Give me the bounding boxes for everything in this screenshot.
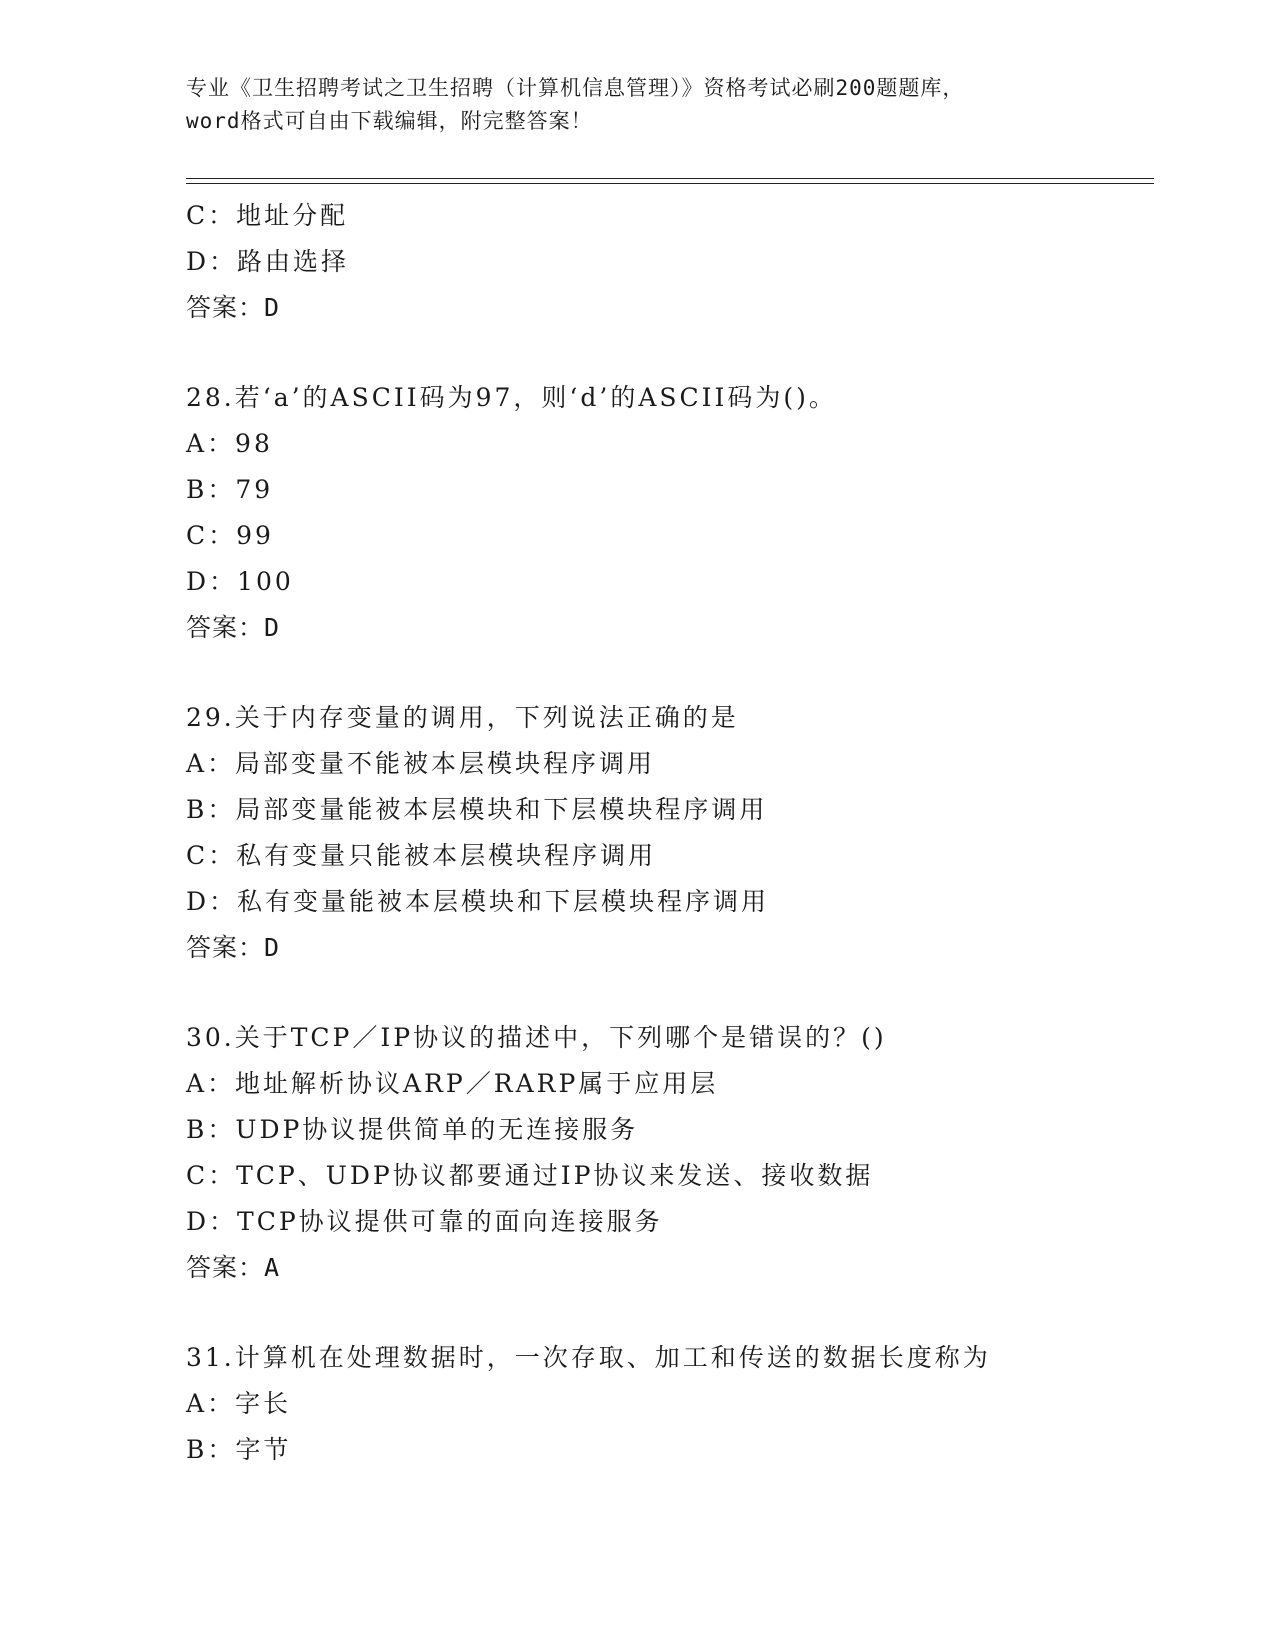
question-list — [186, 193, 1186, 1473]
answer: 答案：D — [186, 293, 281, 322]
question-stem: 31.计算机在处理数据时，一次存取、加工和传送的数据长度称为 — [186, 1343, 991, 1372]
answer: 答案：A — [186, 1253, 281, 1282]
option-a: A：98 — [186, 429, 273, 458]
question-27 — [186, 193, 1186, 331]
answer: 答案：D — [186, 933, 281, 962]
option-d: D：路由选择 — [186, 247, 350, 276]
option-a: A：地址解析协议ARP／RARP属于应用层 — [186, 1069, 719, 1098]
option-a: A：字长 — [186, 1389, 292, 1418]
question-30 — [186, 1015, 1186, 1291]
option-b: B：局部变量能被本层模块和下层模块程序调用 — [186, 795, 768, 824]
question-31 — [186, 1335, 1186, 1473]
header-divider-top — [186, 178, 1154, 179]
option-a: A：局部变量不能被本层模块程序调用 — [186, 749, 656, 778]
option-d: D：100 — [186, 567, 294, 596]
spacer — [186, 651, 1186, 695]
spacer — [186, 331, 1186, 375]
header-line-1: 专业《卫生招聘考试之卫生招聘（计算机信息管理）》资格考试必刷200题题库， — [186, 76, 965, 100]
answer: 答案：D — [186, 613, 281, 642]
option-b: B：UDP协议提供简单的无连接服务 — [186, 1115, 639, 1144]
option-d: D：私有变量能被本层模块和下层模块程序调用 — [186, 887, 770, 916]
question-29 — [186, 695, 1186, 971]
option-c: C：地址分配 — [186, 201, 349, 230]
question-stem: 28.若‘a’的ASCII码为97，则‘d’的ASCII码为()。 — [186, 383, 837, 412]
question-28 — [186, 375, 1186, 651]
question-stem: 29.关于内存变量的调用，下列说法正确的是 — [186, 703, 739, 732]
option-b: B：字节 — [186, 1435, 292, 1464]
document-header — [186, 72, 1106, 138]
spacer — [186, 1291, 1186, 1335]
option-c: C：私有变量只能被本层模块程序调用 — [186, 841, 657, 870]
option-d: D：TCP协议提供可靠的面向连接服务 — [186, 1207, 663, 1236]
spacer — [186, 971, 1186, 1015]
question-stem: 30.关于TCP／IP协议的描述中，下列哪个是错误的？() — [186, 1023, 887, 1052]
option-c: C：99 — [186, 521, 274, 550]
header-line-2: word格式可自由下载编辑，附完整答案！ — [186, 109, 593, 133]
option-b: B：79 — [186, 475, 274, 504]
header-divider-bottom — [186, 183, 1154, 184]
option-c: C：TCP、UDP协议都要通过IP协议来发送、接收数据 — [186, 1161, 874, 1190]
